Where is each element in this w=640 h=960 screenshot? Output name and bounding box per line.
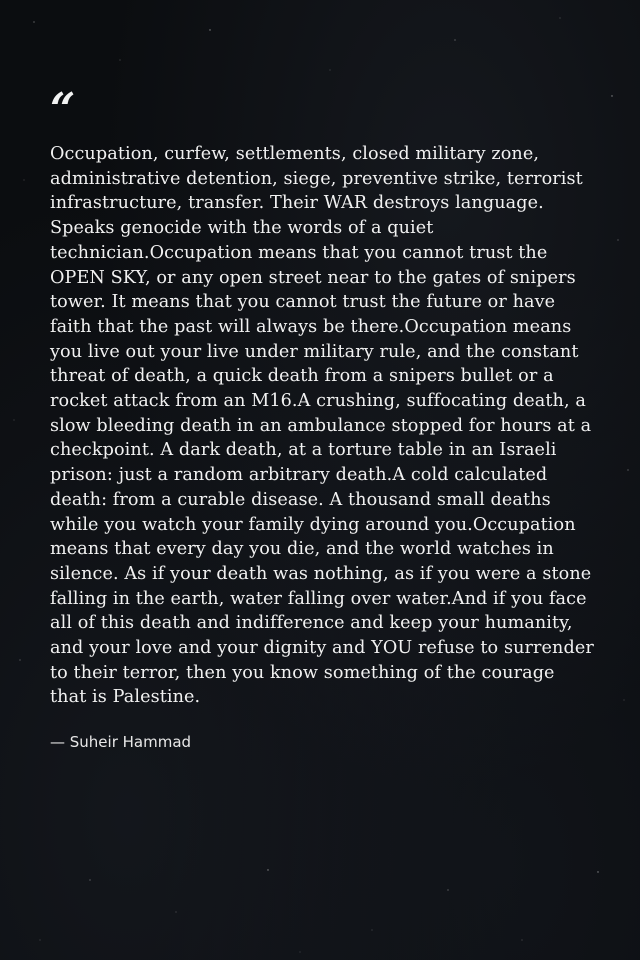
quote-text: Occupation, curfew, settlements, closed military zone, administrative detention, siege, preventive strike, terrorist infrastructure, transfer. Their WAR destroys language. Speaks genocide with the words of a quiet technician.Occupation means that you cannot trust the OPEN SKY, or any open street near to the gates of snipers tower. It means that you cannot trust the future or have faith that the past will always be there.Occupation means you live out your live under military rule, and the constant threat of death, a quick death from a snipers bullet or a rocket attack from an M16.A crushing, suffocating death, a slow bleeding death in an ambulance stopped for hours at a checkpoint. A dark death, at a torture table in an Israeli prison: just a random arbitrary death.A cold calculated death: from a curable disease. A thousand small deaths while you watch your family dying around you.Occupation means that every day you die, and the world watches in silence. As if your death was nothing, as if you were a stone falling in the earth, water falling over water.And if you face all of this death and indifference and keep your humanity, and your love and your dignity and YOU refuse to surrender to their terror, then you know something of the courage that is Palestine. (50, 144, 594, 708)
quote-mark-icon: “ (50, 84, 76, 135)
quote-author: — Suheir Hammad (50, 733, 192, 752)
quote-card (50, 84, 595, 752)
